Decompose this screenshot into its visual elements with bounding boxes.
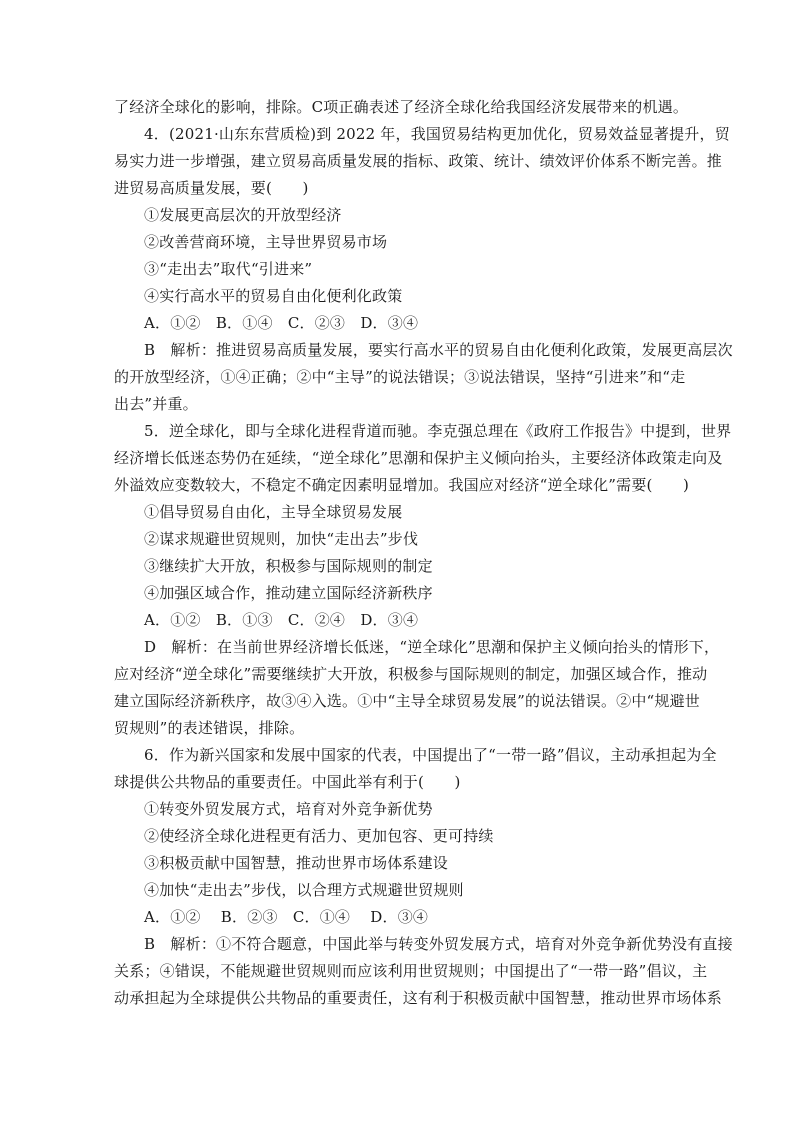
text-line: 球提供公共物品的重要责任。中国此举有利于( ) <box>114 773 461 791</box>
text-line: 动承担起为全球提供公共物品的重要责任，这有利于积极贡献中国智慧，推动世界市场体系 <box>114 989 723 1007</box>
answer-analysis: B 解析：①不符合题意，中国此举与转变外贸发展方式，培育对外竞争新优势没有直接 <box>144 935 733 953</box>
answer-choices: A．①② B．①③ C．②④ D．③④ <box>144 611 419 629</box>
answer-analysis: D 解析：在当前世界经济增长低迷，“逆全球化”思潮和保护主义倾向抬头的情形下， <box>144 638 720 656</box>
option-item: ①倡导贸易自由化，主导全球贸易发展 <box>144 503 403 521</box>
text-line: 进贸易高质量发展，要( ) <box>114 179 309 197</box>
text-line: 应对经济“逆全球化”需要继续扩大开放，积极参与国际规则的制定，加强区域合作，推动 <box>114 665 708 683</box>
answer-choices: A．①② B．②③ C．①④ D．③④ <box>144 908 429 926</box>
question-5-stem: 5．逆全球化，即与全球化进程背道而驰。李克强总理在《政府工作报告》中提到，世界 <box>144 422 732 440</box>
option-item: ③继续扩大开放，积极参与国际规则的制定 <box>144 557 433 575</box>
answer-analysis: B 解析：推进贸易高质量发展，要实行高水平的贸易自由化便利化政策，发展更高层次 <box>144 341 733 359</box>
text-line: 的开放型经济，①④正确；②中“主导”的说法错误；③说法错误，坚持“引进来”和“走 <box>114 368 686 386</box>
text-line: 贸规则”的表述错误，排除。 <box>114 719 305 737</box>
text-line: 经济增长低迷态势仍在延续，“逆全球化”思潮和保护主义倾向抬头，主要经济体政策走向及 <box>114 449 723 467</box>
question-4-stem: 4．(2021·山东东营质检)到 2022 年，我国贸易结构更加优化，贸易效益显著提升，贸 <box>144 125 730 143</box>
option-item: ①发展更高层次的开放型经济 <box>144 206 342 224</box>
answer-choices: A．①② B．①④ C．②③ D．③④ <box>144 314 419 332</box>
option-item: ②谋求规避世贸规则，加快“走出去”步伐 <box>144 530 419 548</box>
option-item: ②改善营商环境，主导世界贸易市场 <box>144 233 388 251</box>
text-line: 建立国际经济新秩序，故③④入选。①中“主导全球贸易发展”的说法错误。②中“规避世 <box>114 692 701 710</box>
option-item: ①转变外贸发展方式，培育对外竞争新优势 <box>144 800 433 818</box>
text-line: 出去”并重。 <box>114 395 198 413</box>
text-line: 了经济全球化的影响，排除。C项正确表述了经济全球化给我国经济发展带来的机遇。 <box>114 98 689 116</box>
option-item: ③积极贡献中国智慧，推动世界市场体系建设 <box>144 854 449 872</box>
question-6-stem: 6．作为新兴国家和发展中国家的代表，中国提出了“一带一路”倡议，主动承担起为全 <box>144 746 717 764</box>
text-line: 易实力进一步增强，建立贸易高质量发展的指标、政策、统计、绩效评价体系不断完善。推 <box>114 152 723 170</box>
option-item: ②使经济全球化进程更有活力、更加包容、更可持续 <box>144 827 494 845</box>
option-item: ④实行高水平的贸易自由化便利化政策 <box>144 287 403 305</box>
option-item: ④加强区域合作，推动建立国际经济新秩序 <box>144 584 433 602</box>
text-line: 关系；④错误，不能规避世贸规则而应该利用世贸规则；中国提出了“一带一路”倡议，主 <box>114 962 708 980</box>
text-line: 外溢效应变数较大，不稳定不确定因素明显增加。我国应对经济“逆全球化”需要( ) <box>114 476 690 494</box>
option-item: ④加快“走出去”步伐，以合理方式规避世贸规则 <box>144 881 464 899</box>
option-item: ③“走出去”取代“引进来” <box>144 260 313 278</box>
